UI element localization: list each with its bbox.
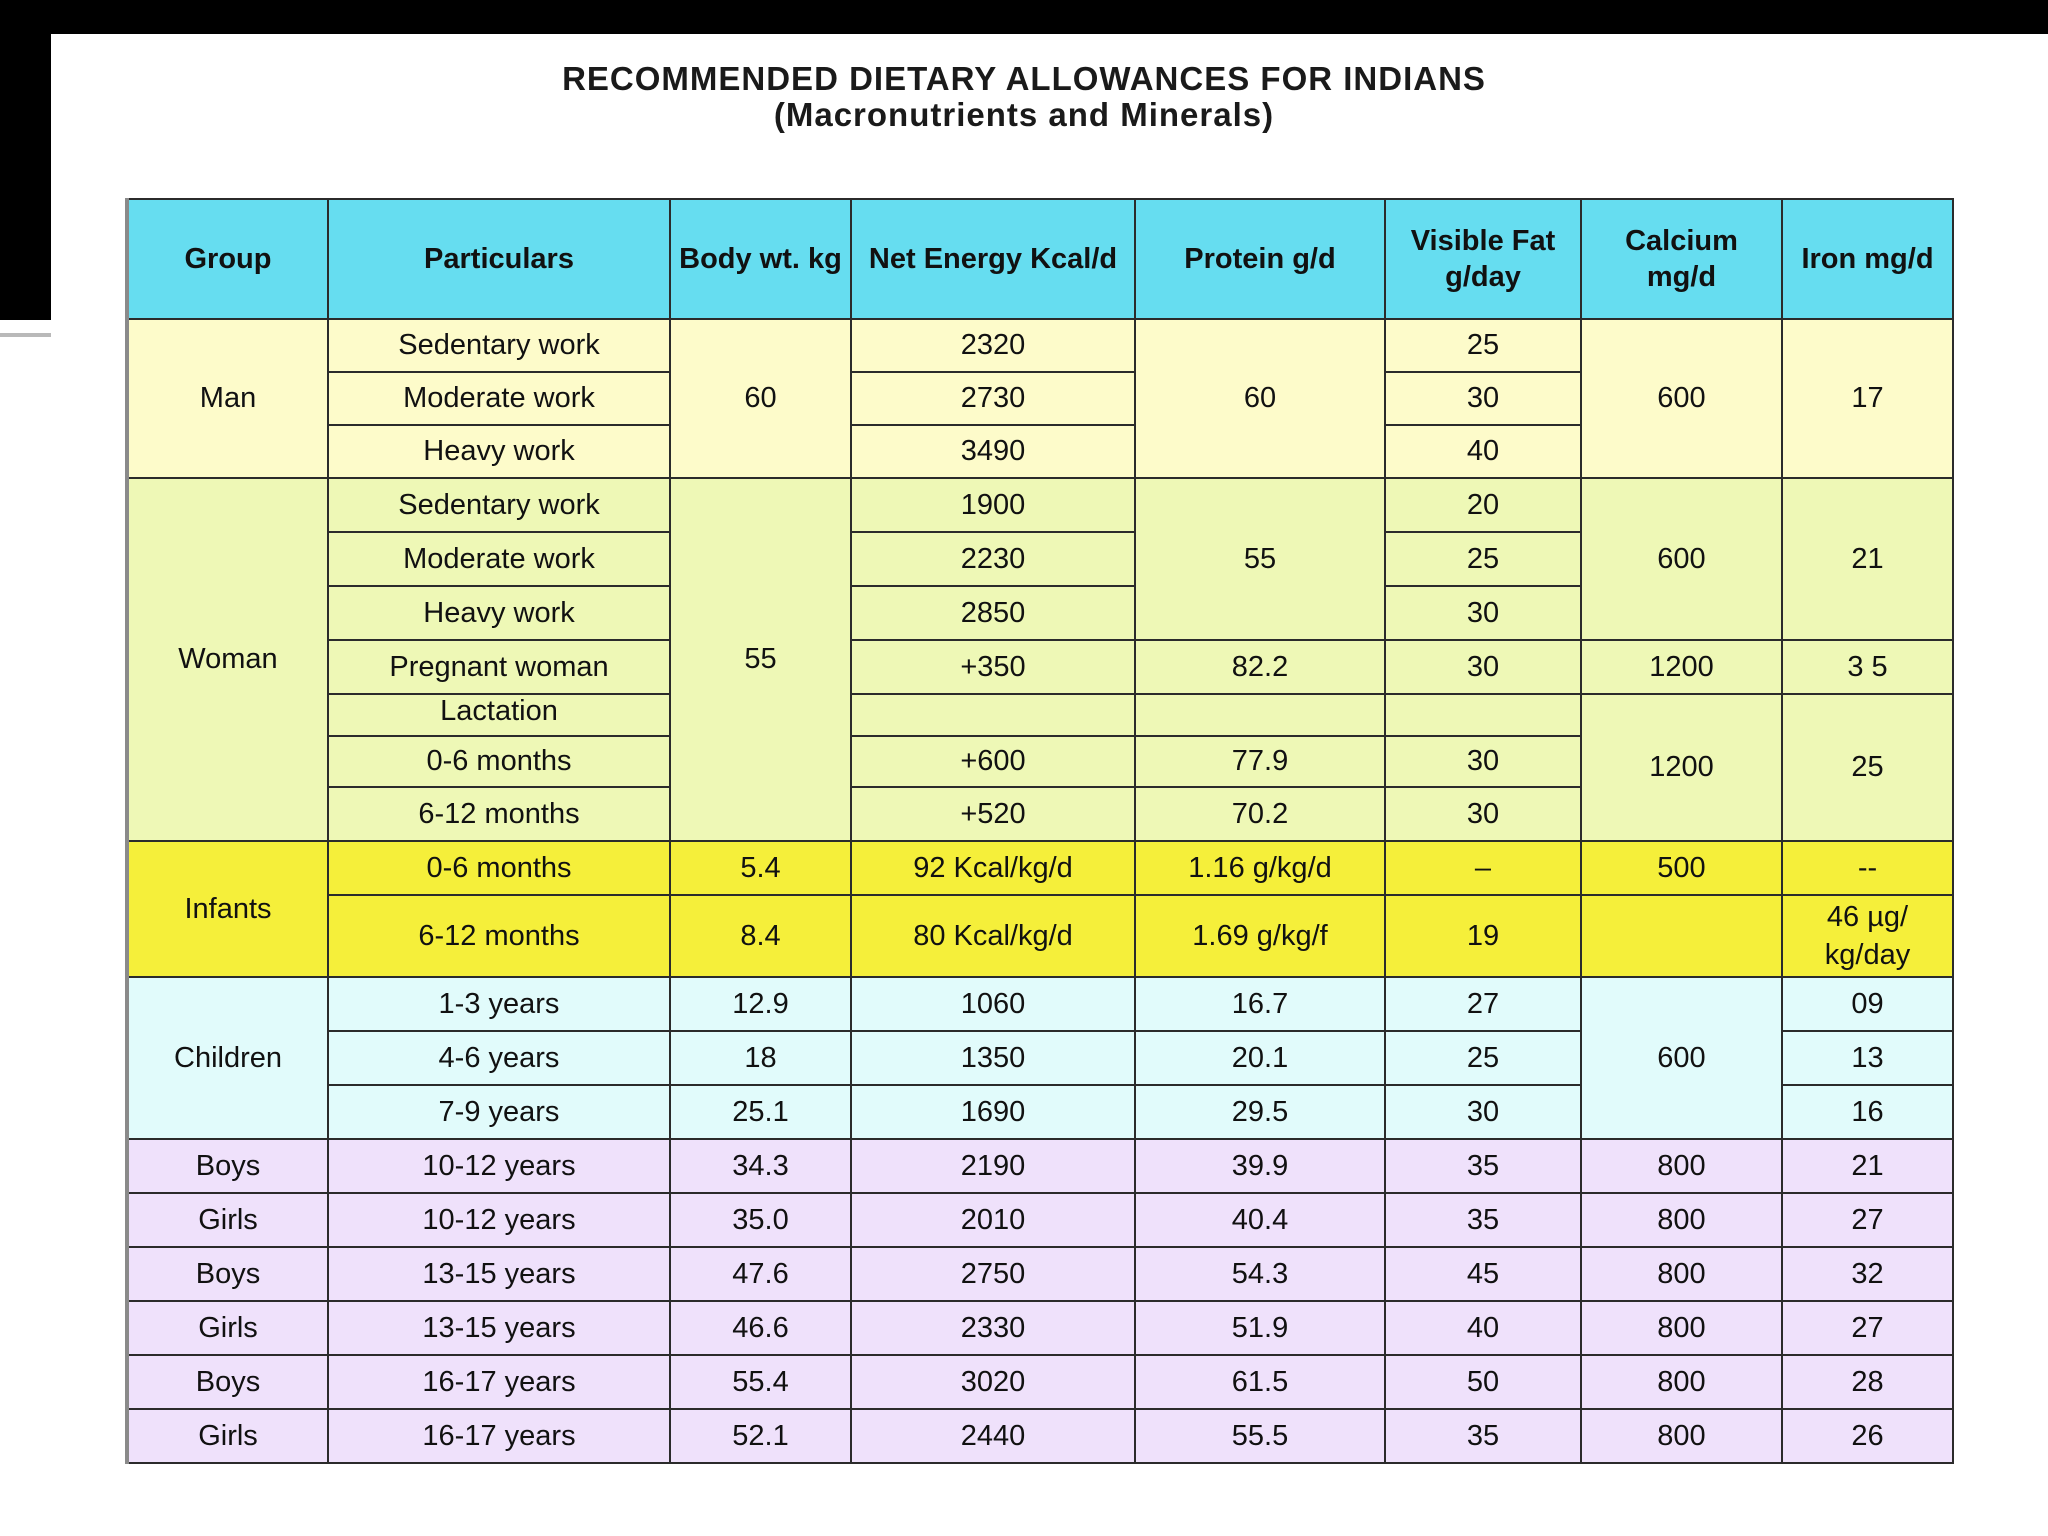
energy-cell: 3020 — [851, 1355, 1135, 1409]
fat-cell: 30 — [1385, 586, 1581, 640]
lactation-label-cell: Lactation — [328, 694, 670, 736]
table-row — [127, 1139, 1953, 1193]
rda-table — [125, 198, 1954, 1464]
group-cell: Boys — [127, 1355, 328, 1409]
energy-cell: +350 — [851, 640, 1135, 694]
header-iron: Iron mg/d — [1782, 199, 1953, 319]
particular-cell: 10-12 years — [328, 1139, 670, 1193]
iron-cell: 13 — [1782, 1031, 1953, 1085]
particular-cell: 13-15 years — [328, 1247, 670, 1301]
particular-cell: Moderate work — [328, 532, 670, 586]
protein-cell: 54.3 — [1135, 1247, 1385, 1301]
protein-cell: 40.4 — [1135, 1193, 1385, 1247]
iron-cell: 46 µg/ kg/day — [1782, 895, 1953, 977]
iron-cell: 26 — [1782, 1409, 1953, 1463]
particular-cell: Sedentary work — [328, 478, 670, 532]
fat-cell: 45 — [1385, 1247, 1581, 1301]
particular-cell: Moderate work — [328, 372, 670, 425]
table-row — [127, 1193, 1953, 1247]
energy-cell: 1690 — [851, 1085, 1135, 1139]
iron-cell: 09 — [1782, 977, 1953, 1031]
body-wt-cell: 55 — [670, 478, 851, 841]
particular-cell: 16-17 years — [328, 1355, 670, 1409]
body-wt-cell: 46.6 — [670, 1301, 851, 1355]
table-row — [127, 478, 1953, 532]
energy-cell: 2190 — [851, 1139, 1135, 1193]
fat-cell: 25 — [1385, 532, 1581, 586]
group-cell-man: Man — [127, 319, 328, 478]
iron-cell: 27 — [1782, 1193, 1953, 1247]
energy-cell: +600 — [851, 736, 1135, 787]
fat-cell: 27 — [1385, 977, 1581, 1031]
fat-cell: 35 — [1385, 1139, 1581, 1193]
body-wt-cell: 18 — [670, 1031, 851, 1085]
protein-cell: 77.9 — [1135, 736, 1385, 787]
table-row — [127, 1247, 1953, 1301]
table-row — [127, 319, 1953, 372]
fat-cell: 25 — [1385, 1031, 1581, 1085]
body-wt-cell: 5.4 — [670, 841, 851, 895]
iron-cell: 21 — [1782, 478, 1953, 640]
iron-cell: 27 — [1782, 1301, 1953, 1355]
calcium-cell: 800 — [1581, 1139, 1782, 1193]
energy-cell: 2440 — [851, 1409, 1135, 1463]
protein-cell: 1.16 g/kg/d — [1135, 841, 1385, 895]
energy-cell: 2010 — [851, 1193, 1135, 1247]
calcium-cell: 800 — [1581, 1409, 1782, 1463]
particular-cell: 10-12 years — [328, 1193, 670, 1247]
calcium-cell: 800 — [1581, 1247, 1782, 1301]
header-net-energy: Net Energy Kcal/d — [851, 199, 1135, 319]
iron-cell: 32 — [1782, 1247, 1953, 1301]
left-divider-rule — [0, 333, 51, 337]
fat-cell: 40 — [1385, 1301, 1581, 1355]
header-body-wt: Body wt. kg — [670, 199, 851, 319]
protein-cell: 16.7 — [1135, 977, 1385, 1031]
protein-cell: 82.2 — [1135, 640, 1385, 694]
body-wt-cell: 12.9 — [670, 977, 851, 1031]
protein-cell: 60 — [1135, 319, 1385, 478]
protein-cell: 1.69 g/kg/f — [1135, 895, 1385, 977]
calcium-cell: 800 — [1581, 1193, 1782, 1247]
iron-cell: 16 — [1782, 1085, 1953, 1139]
top-black-bar — [0, 0, 2048, 34]
energy-cell: 2850 — [851, 586, 1135, 640]
fat-cell: 30 — [1385, 372, 1581, 425]
fat-cell: 30 — [1385, 787, 1581, 841]
table-row — [127, 1301, 1953, 1355]
group-cell: Girls — [127, 1301, 328, 1355]
calcium-cell — [1581, 895, 1782, 977]
table-row — [127, 841, 1953, 895]
particular-cell: Sedentary work — [328, 319, 670, 372]
group-cell-children: Children — [127, 977, 328, 1139]
header-group: Group — [127, 199, 328, 319]
iron-cell: 28 — [1782, 1355, 1953, 1409]
calcium-cell: 600 — [1581, 319, 1782, 478]
particular-cell: 1-3 years — [328, 977, 670, 1031]
body-wt-cell: 47.6 — [670, 1247, 851, 1301]
protein-cell: 20.1 — [1135, 1031, 1385, 1085]
energy-spacer-cell — [851, 694, 1135, 736]
particular-cell: 0-6 months — [328, 841, 670, 895]
left-black-bar — [0, 0, 51, 320]
page-title: RECOMMENDED DIETARY ALLOWANCES FOR INDIANS — [562, 60, 1486, 97]
fat-cell: 19 — [1385, 895, 1581, 977]
fat-cell: 35 — [1385, 1409, 1581, 1463]
calcium-cell: 500 — [1581, 841, 1782, 895]
iron-cell: -- — [1782, 841, 1953, 895]
energy-cell: 2230 — [851, 532, 1135, 586]
particular-cell: Heavy work — [328, 586, 670, 640]
protein-cell: 55 — [1135, 478, 1385, 640]
body-wt-cell: 35.0 — [670, 1193, 851, 1247]
group-cell: Boys — [127, 1247, 328, 1301]
group-cell: Girls — [127, 1409, 328, 1463]
energy-cell: +520 — [851, 787, 1135, 841]
fat-cell: 40 — [1385, 425, 1581, 478]
particular-cell: 4-6 years — [328, 1031, 670, 1085]
fat-spacer-cell — [1385, 694, 1581, 736]
fat-cell: 50 — [1385, 1355, 1581, 1409]
particular-cell: Pregnant woman — [328, 640, 670, 694]
table-row — [127, 640, 1953, 694]
energy-cell: 2320 — [851, 319, 1135, 372]
iron-cell: 21 — [1782, 1139, 1953, 1193]
energy-cell: 1350 — [851, 1031, 1135, 1085]
protein-cell: 29.5 — [1135, 1085, 1385, 1139]
iron-cell: 3 5 — [1782, 640, 1953, 694]
energy-cell: 1900 — [851, 478, 1135, 532]
header-row — [127, 199, 1953, 319]
page-subtitle: (Macronutrients and Minerals) — [773, 96, 1275, 133]
table-row — [127, 694, 1953, 736]
header-visible-fat: Visible Fat g/day — [1385, 199, 1581, 319]
header-protein: Protein g/d — [1135, 199, 1385, 319]
particular-cell: 7-9 years — [328, 1085, 670, 1139]
energy-cell: 1060 — [851, 977, 1135, 1031]
calcium-cell: 800 — [1581, 1355, 1782, 1409]
header-particulars: Particulars — [328, 199, 670, 319]
calcium-cell: 600 — [1581, 977, 1782, 1139]
energy-cell: 2330 — [851, 1301, 1135, 1355]
energy-cell: 3490 — [851, 425, 1135, 478]
particular-cell: 16-17 years — [328, 1409, 670, 1463]
calcium-cell: 800 — [1581, 1301, 1782, 1355]
energy-cell: 80 Kcal/kg/d — [851, 895, 1135, 977]
iron-cell: 25 — [1782, 694, 1953, 841]
table-row — [127, 895, 1953, 977]
group-cell-woman: Woman — [127, 478, 328, 841]
iron-cell: 17 — [1782, 319, 1953, 478]
protein-cell: 70.2 — [1135, 787, 1385, 841]
calcium-cell: 600 — [1581, 478, 1782, 640]
protein-cell: 55.5 — [1135, 1409, 1385, 1463]
fat-cell: 20 — [1385, 478, 1581, 532]
table-row — [127, 977, 1953, 1031]
table-row — [127, 1355, 1953, 1409]
table-row — [127, 1409, 1953, 1463]
body-wt-cell: 8.4 — [670, 895, 851, 977]
particular-cell: 13-15 years — [328, 1301, 670, 1355]
protein-cell: 51.9 — [1135, 1301, 1385, 1355]
particular-cell: 6-12 months — [328, 787, 670, 841]
protein-spacer-cell — [1135, 694, 1385, 736]
fat-cell: 35 — [1385, 1193, 1581, 1247]
header-calcium: Calcium mg/d — [1581, 199, 1782, 319]
fat-cell: 25 — [1385, 319, 1581, 372]
group-cell-infants: Infants — [127, 841, 328, 977]
protein-cell: 39.9 — [1135, 1139, 1385, 1193]
fat-cell: – — [1385, 841, 1581, 895]
energy-cell: 2730 — [851, 372, 1135, 425]
body-wt-cell: 25.1 — [670, 1085, 851, 1139]
group-cell: Boys — [127, 1139, 328, 1193]
particular-cell: Heavy work — [328, 425, 670, 478]
fat-cell: 30 — [1385, 640, 1581, 694]
body-wt-cell: 34.3 — [670, 1139, 851, 1193]
calcium-cell: 1200 — [1581, 640, 1782, 694]
body-wt-cell: 60 — [670, 319, 851, 478]
fat-cell: 30 — [1385, 736, 1581, 787]
protein-cell: 61.5 — [1135, 1355, 1385, 1409]
group-cell: Girls — [127, 1193, 328, 1247]
body-wt-cell: 55.4 — [670, 1355, 851, 1409]
particular-cell: 0-6 months — [328, 736, 670, 787]
energy-cell: 2750 — [851, 1247, 1135, 1301]
energy-cell: 92 Kcal/kg/d — [851, 841, 1135, 895]
fat-cell: 30 — [1385, 1085, 1581, 1139]
body-wt-cell: 52.1 — [670, 1409, 851, 1463]
particular-cell: 6-12 months — [328, 895, 670, 977]
calcium-cell: 1200 — [1581, 694, 1782, 841]
